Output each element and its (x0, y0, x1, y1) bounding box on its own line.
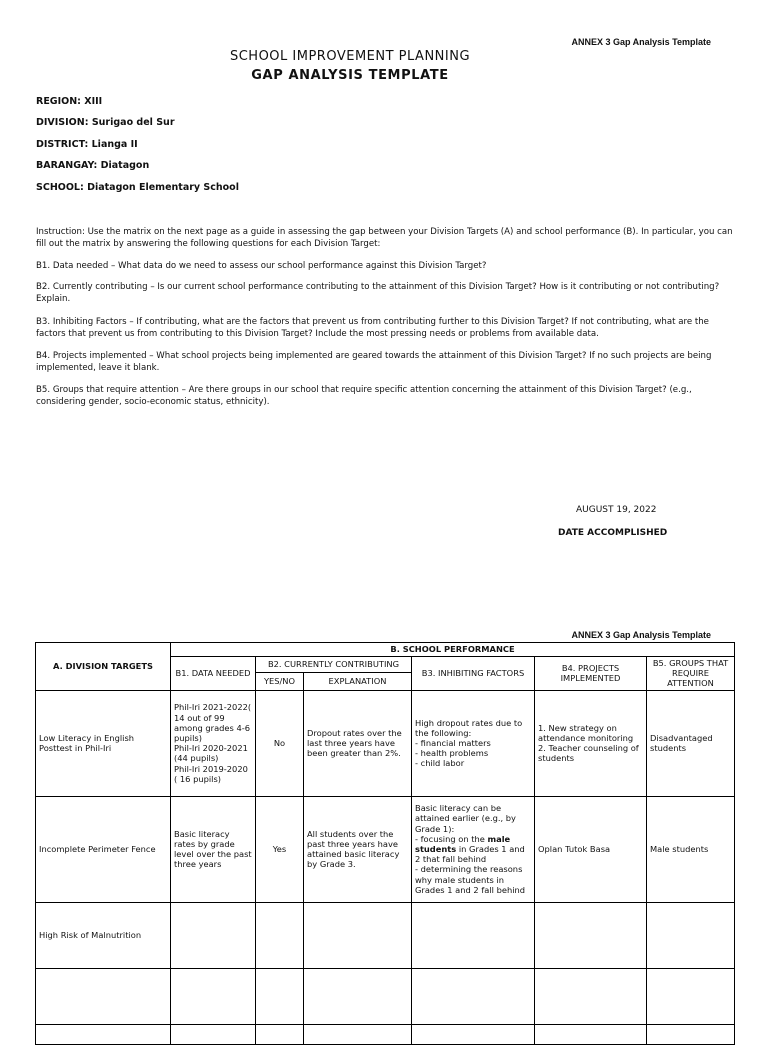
inhibiting-text-b-lead: - focusing on the (415, 833, 485, 844)
district-line: DISTRICT: Lianga II (36, 139, 138, 150)
inhibiting-factors-cell (412, 690, 535, 796)
empty-cell (535, 968, 647, 1024)
instruction-b4: B4. Projects implemented – What school projects being implemented are geared towards the attainment of this Division Target? If no such projects are being implemented, leave it blank. (36, 351, 712, 373)
target-cell: Incomplete Perimeter Fence (36, 796, 171, 902)
target-cell: Low Literacy in English Posttest in Phil-Iri (36, 690, 171, 796)
empty-cell (171, 1024, 256, 1044)
table-row (36, 902, 735, 968)
projects-cell: Oplan Tutok Basa (535, 796, 647, 902)
table-row (36, 796, 735, 902)
empty-cell (647, 968, 735, 1024)
page-title: SCHOOL IMPROVEMENT PLANNING (229, 49, 471, 64)
division-line: DIVISION: Surigao del Sur (36, 117, 175, 128)
inhibiting-text-a: Basic literacy can be attained earlier (e.g., by Grade 1): (415, 803, 516, 834)
table-row (36, 968, 735, 1024)
empty-cell (171, 968, 256, 1024)
empty-cell (304, 968, 412, 1024)
groups-cell: Disadvantaged students (647, 690, 735, 796)
empty-cell (412, 968, 535, 1024)
explanation-cell: Dropout rates over the last three years have been greater than 2%. (304, 690, 412, 796)
data-needed-cell: Phil-Iri 2021-2022( 14 out of 99 among grades 4-6 pupils) Phil-Iri 2020-2021 (44 pupils) Phil-Iri 2019-2020 ( 16 pupils) (171, 690, 256, 796)
header-b2: B2. CURRENTLY CONTRIBUTING (256, 657, 412, 673)
header-b5: B5. GROUPS THAT REQUIRE ATTENTION (647, 657, 735, 691)
inhibiting-text-c: in Grades 1 and 2 that fall behind (415, 844, 525, 865)
empty-cell (256, 902, 304, 968)
header-division-targets: A. DIVISION TARGETS (36, 643, 171, 691)
instruction-b1: B1. Data needed – What data do we need to assess our school performance against this Division Target? (36, 261, 487, 271)
table-annex-label: ANNEX 3 Gap Analysis Template (571, 630, 711, 640)
inhibiting-intro: High dropout rates due to the following: (415, 717, 523, 738)
empty-cell (304, 1024, 412, 1044)
barangay-line: BARANGAY: Diatagon (36, 160, 150, 171)
header-yes-no: YES/NO (256, 672, 304, 690)
yes-no-cell: No (256, 690, 304, 796)
instruction-b2: B2. Currently contributing – Is our current school performance contributing to the attainment of this Division Target? How is it contributing or not contributing? Explain. (36, 282, 720, 304)
school-line: SCHOOL: Diatagon Elementary School (36, 182, 239, 193)
inhibiting-factors-cell (412, 796, 535, 902)
header-school-performance: B. SCHOOL PERFORMANCE (171, 643, 735, 657)
yes-no-cell: Yes (256, 796, 304, 902)
header-b1: B1. DATA NEEDED (171, 657, 256, 691)
empty-cell (36, 1024, 171, 1044)
empty-cell (171, 902, 256, 968)
instruction-intro: Instruction: Use the matrix on the next page as a guide in assessing the gap between your Division Targets (A) and school performance (B). In particular, you can fill out the matrix by answering the following questions for each Division Target: (36, 227, 733, 249)
empty-cell (412, 902, 535, 968)
header-b4: B4. PROJECTS IMPLEMENTED (535, 657, 647, 691)
gap-analysis-table (35, 642, 735, 1045)
empty-cell (647, 902, 735, 968)
table-row (36, 1024, 735, 1044)
page-subtitle: GAP ANALYSIS TEMPLATE (251, 68, 449, 83)
projects-cell: 1. New strategy on attendance monitoring 2. Teacher counseling of students (535, 690, 647, 796)
date-label: DATE ACCOMPLISHED (558, 528, 668, 538)
instruction-b5: B5. Groups that require attention – Are there groups in our school that require specific attention concerning the attainment of this Division Target? (e.g., considering gender, socio-economic status, ethnicity). (36, 385, 692, 407)
empty-cell (304, 902, 412, 968)
instruction-b3: B3. Inhibiting Factors – If contributing, what are the factors that prevent us from contributing further to this Division Target? If not contributing, what are the factors that prevent us from contributing to this Division Target? Include the most pressing needs or problems from available data. (36, 317, 709, 339)
table-row (36, 690, 735, 796)
data-needed-cell: Basic literacy rates by grade level over the past three years (171, 796, 256, 902)
empty-cell (647, 1024, 735, 1044)
inhibiting-text-bold: male students (415, 833, 511, 854)
explanation-cell: All students over the past three years have attained basic literacy by Grade 3. (304, 796, 412, 902)
region-line: REGION: XIII (36, 96, 103, 107)
inhibiting-list: - financial matters - health problems - child labor (415, 738, 491, 769)
empty-cell (412, 1024, 535, 1044)
annex-label: ANNEX 3 Gap Analysis Template (571, 37, 711, 47)
header-explanation: EXPLANATION (304, 672, 412, 690)
inhibiting-text-b (415, 834, 531, 865)
groups-cell: Male students (647, 796, 735, 902)
empty-cell (535, 902, 647, 968)
header-b3: B3. INHIBITING FACTORS (412, 657, 535, 691)
target-cell: High Risk of Malnutrition (36, 902, 171, 968)
empty-cell (256, 968, 304, 1024)
target-cell (36, 968, 171, 1024)
inhibiting-text-d: - determining the reasons why male students in Grades 1 and 2 fall behind (415, 864, 526, 895)
empty-cell (535, 1024, 647, 1044)
empty-cell (256, 1024, 304, 1044)
date-value: AUGUST 19, 2022 (576, 505, 657, 515)
